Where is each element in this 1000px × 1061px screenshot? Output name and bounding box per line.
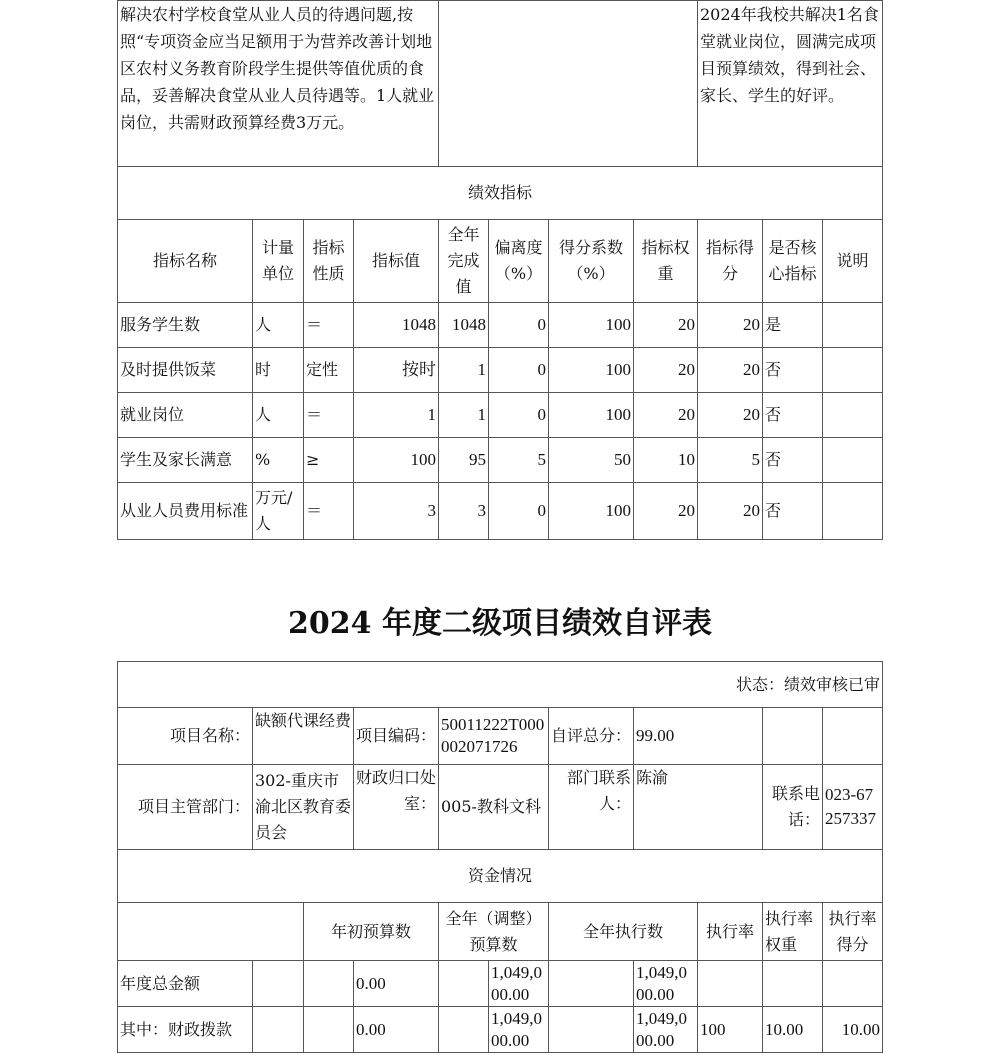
indicator-score: 20 bbox=[698, 348, 763, 393]
header-cell: 全年完成值 bbox=[439, 220, 489, 303]
empty-cell bbox=[253, 1007, 304, 1053]
fund-label: 年度总金额 bbox=[118, 961, 253, 1007]
project-code-label: 项目编码： bbox=[354, 708, 439, 765]
empty-cell bbox=[763, 708, 823, 765]
empty-cell bbox=[823, 708, 883, 765]
header-cell: 是否核心指标 bbox=[763, 220, 823, 303]
header-cell: 执行率 bbox=[698, 903, 763, 961]
indicators-header-row bbox=[118, 220, 883, 303]
indicator-target: 1 bbox=[354, 393, 439, 438]
indicators-section-row bbox=[118, 167, 883, 220]
indicator-name: 学生及家长满意 bbox=[118, 438, 253, 483]
indicator-coef: 100 bbox=[549, 393, 634, 438]
contact-label: 部门联系人： bbox=[549, 765, 634, 850]
self-score-label: 自评总分： bbox=[549, 708, 634, 765]
indicator-name: 服务学生数 bbox=[118, 303, 253, 348]
status-text: 状态：绩效审核已审 bbox=[118, 662, 883, 708]
indicator-core: 否 bbox=[763, 438, 823, 483]
indicator-actual: 1 bbox=[439, 348, 489, 393]
indicator-deviation: 5 bbox=[489, 438, 549, 483]
indicator-unit: % bbox=[253, 438, 304, 483]
indicator-name: 及时提供饭菜 bbox=[118, 348, 253, 393]
indicator-note bbox=[823, 438, 883, 483]
fund-executed: 1,049,000.00 bbox=[634, 1007, 698, 1053]
indicator-name: 从业人员费用标准 bbox=[118, 483, 253, 540]
fund-adjusted: 1,049,000.00 bbox=[489, 961, 549, 1007]
indicator-target: 100 bbox=[354, 438, 439, 483]
empty-cell bbox=[549, 961, 634, 1007]
indicator-unit: 万元/人 bbox=[253, 483, 304, 540]
project-code-value: 50011222T000002071726 bbox=[439, 708, 549, 765]
project-info-row bbox=[118, 708, 883, 765]
indicator-deviation: 0 bbox=[489, 393, 549, 438]
empty-cell bbox=[439, 1007, 489, 1053]
fund-adjusted: 1,049,000.00 bbox=[489, 1007, 549, 1053]
indicator-weight: 20 bbox=[634, 303, 698, 348]
finance-label: 财政归口处室： bbox=[354, 765, 439, 850]
indicator-core: 是 bbox=[763, 303, 823, 348]
department-row bbox=[118, 765, 883, 850]
indicators-section-title: 绩效指标 bbox=[118, 167, 883, 220]
phone-label: 联系电话： bbox=[763, 765, 823, 850]
project-name-value: 缺额代课经费 bbox=[253, 708, 354, 765]
empty-cell bbox=[253, 961, 304, 1007]
fund-row bbox=[118, 961, 883, 1007]
indicator-target: 按时 bbox=[354, 348, 439, 393]
project-description: 解决农村学校食堂从业人员的待遇问题,按照“专项资金应当足额用于为营养改善计划地区农村义务教育阶段学生提供等值优质的食品，妥善解决食堂从业人员待遇等。1人就业岗位，共需财政预算经费3万元。 bbox=[118, 1, 439, 167]
indicator-unit: 人 bbox=[253, 393, 304, 438]
indicator-target: 1048 bbox=[354, 303, 439, 348]
header-cell: 偏离度（%） bbox=[489, 220, 549, 303]
indicator-score: 20 bbox=[698, 303, 763, 348]
fund-initial: 0.00 bbox=[354, 1007, 439, 1053]
indicator-coef: 100 bbox=[549, 303, 634, 348]
empty-cell bbox=[304, 1007, 354, 1053]
header-cell: 全年执行数 bbox=[549, 903, 698, 961]
header-cell: 得分系数（%） bbox=[549, 220, 634, 303]
indicator-score: 20 bbox=[698, 483, 763, 540]
indicator-note bbox=[823, 348, 883, 393]
indicator-score: 20 bbox=[698, 393, 763, 438]
form-title: 2024 年度二级项目绩效自评表 bbox=[288, 606, 712, 641]
indicator-unit: 时 bbox=[253, 348, 304, 393]
empty-cell bbox=[304, 961, 354, 1007]
empty-cell bbox=[439, 1, 698, 167]
status-row bbox=[118, 662, 883, 708]
indicator-unit: 人 bbox=[253, 303, 304, 348]
indicator-row bbox=[118, 483, 883, 540]
funds-body bbox=[118, 961, 883, 1053]
indicator-deviation: 0 bbox=[489, 483, 549, 540]
phone-value: 023-67257337 bbox=[823, 765, 883, 850]
fund-rate: 100 bbox=[698, 1007, 763, 1053]
header-cell: 指标值 bbox=[354, 220, 439, 303]
self-eval-table bbox=[117, 661, 883, 1053]
indicator-nature: ＝ bbox=[304, 483, 354, 540]
indicator-core: 否 bbox=[763, 348, 823, 393]
self-score-value: 99.00 bbox=[634, 708, 763, 765]
project-name-label: 项目名称： bbox=[118, 708, 253, 765]
fund-weight bbox=[763, 961, 823, 1007]
fund-weight: 10.00 bbox=[763, 1007, 823, 1053]
indicator-weight: 20 bbox=[634, 393, 698, 438]
indicator-row bbox=[118, 393, 883, 438]
header-cell: 指标得分 bbox=[698, 220, 763, 303]
indicator-nature: ＝ bbox=[304, 393, 354, 438]
indicator-core: 否 bbox=[763, 393, 823, 438]
funds-section-title: 资金情况 bbox=[118, 850, 883, 903]
project-result: 2024年我校共解决1名食堂就业岗位，圆满完成项目预算绩效，得到社会、家长、学生的好评。 bbox=[698, 1, 883, 167]
fund-score: 10.00 bbox=[823, 1007, 883, 1053]
indicator-note bbox=[823, 303, 883, 348]
indicator-weight: 20 bbox=[634, 483, 698, 540]
indicator-note bbox=[823, 393, 883, 438]
indicator-row bbox=[118, 303, 883, 348]
indicator-actual: 1048 bbox=[439, 303, 489, 348]
indicator-row bbox=[118, 348, 883, 393]
header-cell: 执行率得分 bbox=[823, 903, 883, 961]
fund-rate bbox=[698, 961, 763, 1007]
header-cell: 指标性质 bbox=[304, 220, 354, 303]
indicator-target: 3 bbox=[354, 483, 439, 540]
indicator-score: 5 bbox=[698, 438, 763, 483]
fund-label: 其中：财政拨款 bbox=[118, 1007, 253, 1053]
indicator-actual: 1 bbox=[439, 393, 489, 438]
indicator-weight: 10 bbox=[634, 438, 698, 483]
dept-value: 302-重庆市渝北区教育委员会 bbox=[253, 765, 354, 850]
dept-label: 项目主管部门： bbox=[118, 765, 253, 850]
fund-row bbox=[118, 1007, 883, 1053]
funds-header-row bbox=[118, 903, 883, 961]
header-cell: 计量单位 bbox=[253, 220, 304, 303]
indicator-row bbox=[118, 438, 883, 483]
header-cell: 执行率权重 bbox=[763, 903, 823, 961]
header-cell: 全年（调整）预算数 bbox=[439, 903, 549, 961]
contact-value: 陈渝 bbox=[634, 765, 763, 850]
empty-cell bbox=[549, 1007, 634, 1053]
indicator-actual: 95 bbox=[439, 438, 489, 483]
indicator-note bbox=[823, 483, 883, 540]
indicator-coef: 100 bbox=[549, 483, 634, 540]
header-cell: 指标权重 bbox=[634, 220, 698, 303]
empty-cell bbox=[118, 903, 304, 961]
indicator-coef: 50 bbox=[549, 438, 634, 483]
indicator-deviation: 0 bbox=[489, 348, 549, 393]
indicator-nature: 定性 bbox=[304, 348, 354, 393]
indicator-coef: 100 bbox=[549, 348, 634, 393]
indicator-name: 就业岗位 bbox=[118, 393, 253, 438]
fund-initial: 0.00 bbox=[354, 961, 439, 1007]
indicator-core: 否 bbox=[763, 483, 823, 540]
empty-cell bbox=[439, 961, 489, 1007]
funds-section-row bbox=[118, 850, 883, 903]
indicators-body bbox=[118, 303, 883, 540]
header-cell: 说明 bbox=[823, 220, 883, 303]
indicators-table bbox=[117, 0, 883, 540]
fund-score bbox=[823, 961, 883, 1007]
header-cell: 指标名称 bbox=[118, 220, 253, 303]
indicator-nature: ＝ bbox=[304, 303, 354, 348]
header-cell: 年初预算数 bbox=[304, 903, 439, 961]
top-section-row bbox=[118, 1, 883, 167]
indicator-deviation: 0 bbox=[489, 303, 549, 348]
fund-executed: 1,049,000.00 bbox=[634, 961, 698, 1007]
finance-value: 005-教科文科 bbox=[439, 765, 549, 850]
indicator-actual: 3 bbox=[439, 483, 489, 540]
indicator-nature: ≥ bbox=[304, 438, 354, 483]
indicator-weight: 20 bbox=[634, 348, 698, 393]
